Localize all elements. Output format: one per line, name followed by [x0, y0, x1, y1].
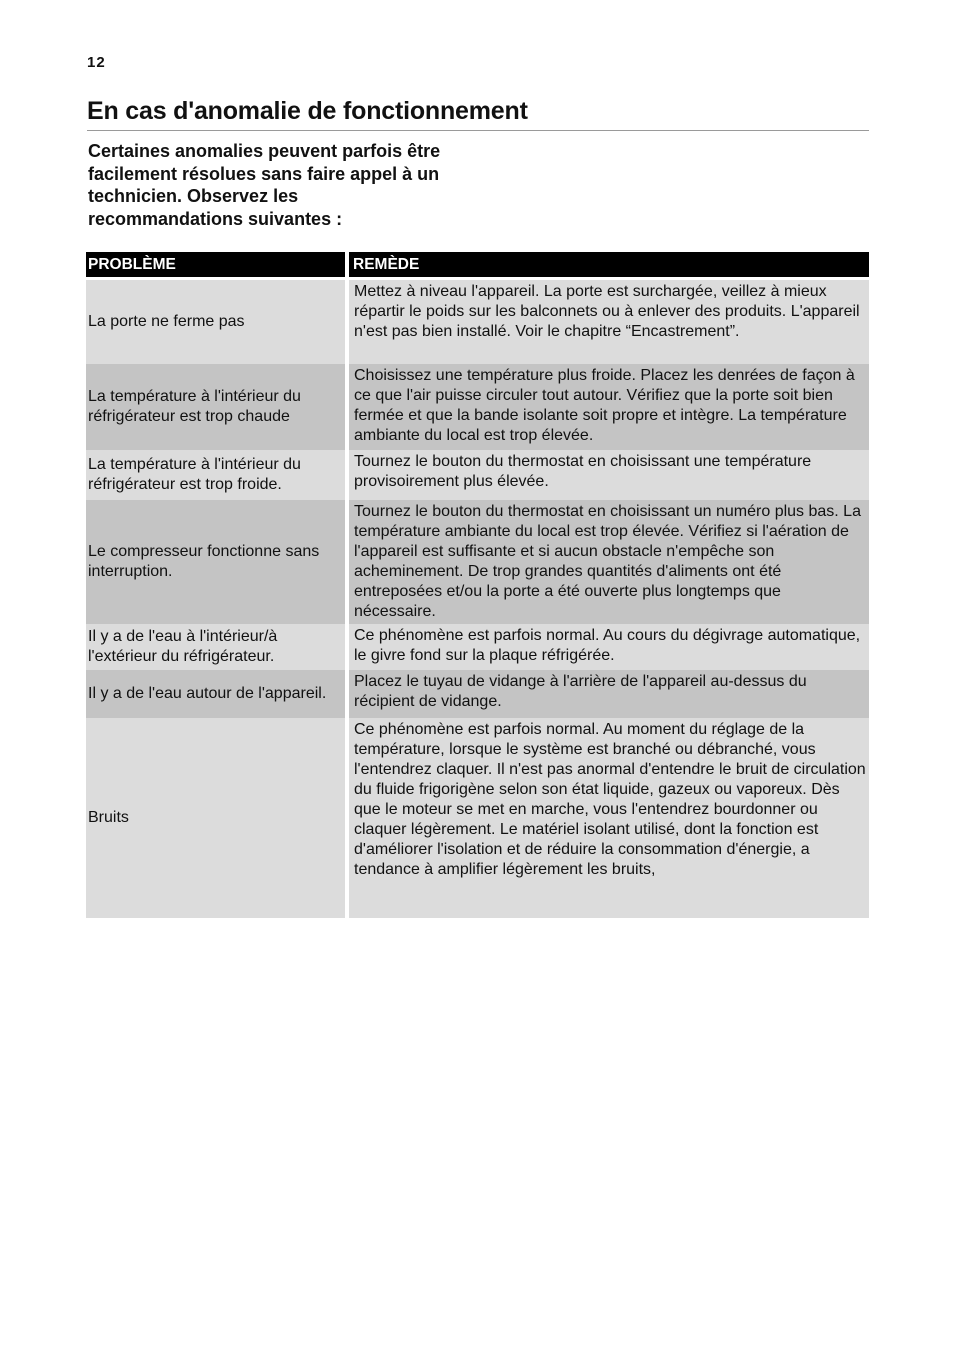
remedy-cell: Mettez à niveau l'appareil. La porte est surchargée, veillez à mieux répartir le poids sur les balconnets ou à enlever des produits. L'appareil n'est pas bien installé. Voir le chapitre “Encastrement”.	[347, 279, 869, 364]
table-row	[86, 450, 869, 500]
remedy-cell: Tournez le bouton du thermostat en choisissant un numéro plus bas. La température ambiante du local est trop élevée. Vérifiez si l'aération de l'appareil est suffisante et si aucun obstacle n'empêche son acheminement. De trop grandes quantités d'aliments ont été entreposées et/ou la porte a été ouverte plus longtemps que nécessaire.	[347, 500, 869, 624]
problem-cell: Le compresseur fonctionne sans interruption.	[86, 500, 347, 624]
remedy-cell: Tournez le bouton du thermostat en choisissant une température provisoirement plus élevée.	[347, 450, 869, 500]
table-row	[86, 364, 869, 450]
problem-cell: La température à l'intérieur du réfrigérateur est trop chaude	[86, 364, 347, 450]
remedy-cell: Choisissez une température plus froide. Placez les denrées de façon à ce que l'air puisse circuler tout autour. Vérifiez que la porte soit bien fermée et que la bande isolante soit propre et intègre. La température ambiante du local est trop élevée.	[347, 364, 869, 450]
page-number: 12	[87, 54, 106, 71]
remedy-cell: Ce phénomène est parfois normal. Au moment du réglage de la température, lorsque le système est branché ou débranché, vous l'entendrez claquer. Il n'est pas anormal d'entendre le bruit de circulation du fluide frigorigène selon son état liquide, gazeux ou vaporeux. Dès que le moteur se met en marche, vous l'entendrez bourdonner ou claquer légèrement. Le matériel isolant utilisé, dont la fonction est d'améliorer l'isolation et de réduire la consommation d'énergie, a tendance à amplifier légèrement les bruits,	[347, 718, 869, 918]
intro-paragraph: Certaines anomalies peuvent parfois être facilement résolues sans faire appel à un technicien. Observez les recommandations suivantes :	[88, 141, 441, 229]
table-row	[86, 279, 869, 364]
troubleshooting-table	[86, 252, 869, 918]
page-title: En cas d'anomalie de fonctionnement	[87, 97, 528, 125]
problem-cell: Bruits	[86, 718, 347, 918]
header-remedy: REMÈDE	[347, 252, 869, 279]
remedy-cell: Ce phénomène est parfois normal. Au cours du dégivrage automatique, le givre fond sur la plaque réfrigérée.	[347, 624, 869, 670]
problem-cell: La température à l'intérieur du réfrigérateur est trop froide.	[86, 450, 347, 500]
table-row	[86, 624, 869, 670]
problem-cell: La porte ne ferme pas	[86, 279, 347, 364]
problem-cell: Il y a de l'eau à l'intérieur/à l'extérieur du réfrigérateur.	[86, 624, 347, 670]
table-header-row	[86, 252, 869, 279]
remedy-cell: Placez le tuyau de vidange à l'arrière de l'appareil au-dessus du récipient de vidange.	[347, 670, 869, 718]
table-row	[86, 718, 869, 918]
title-divider	[87, 130, 869, 131]
table-row	[86, 500, 869, 624]
problem-cell: Il y a de l'eau autour de l'appareil.	[86, 670, 347, 718]
header-problem: PROBLÈME	[86, 252, 347, 279]
table-row	[86, 670, 869, 718]
